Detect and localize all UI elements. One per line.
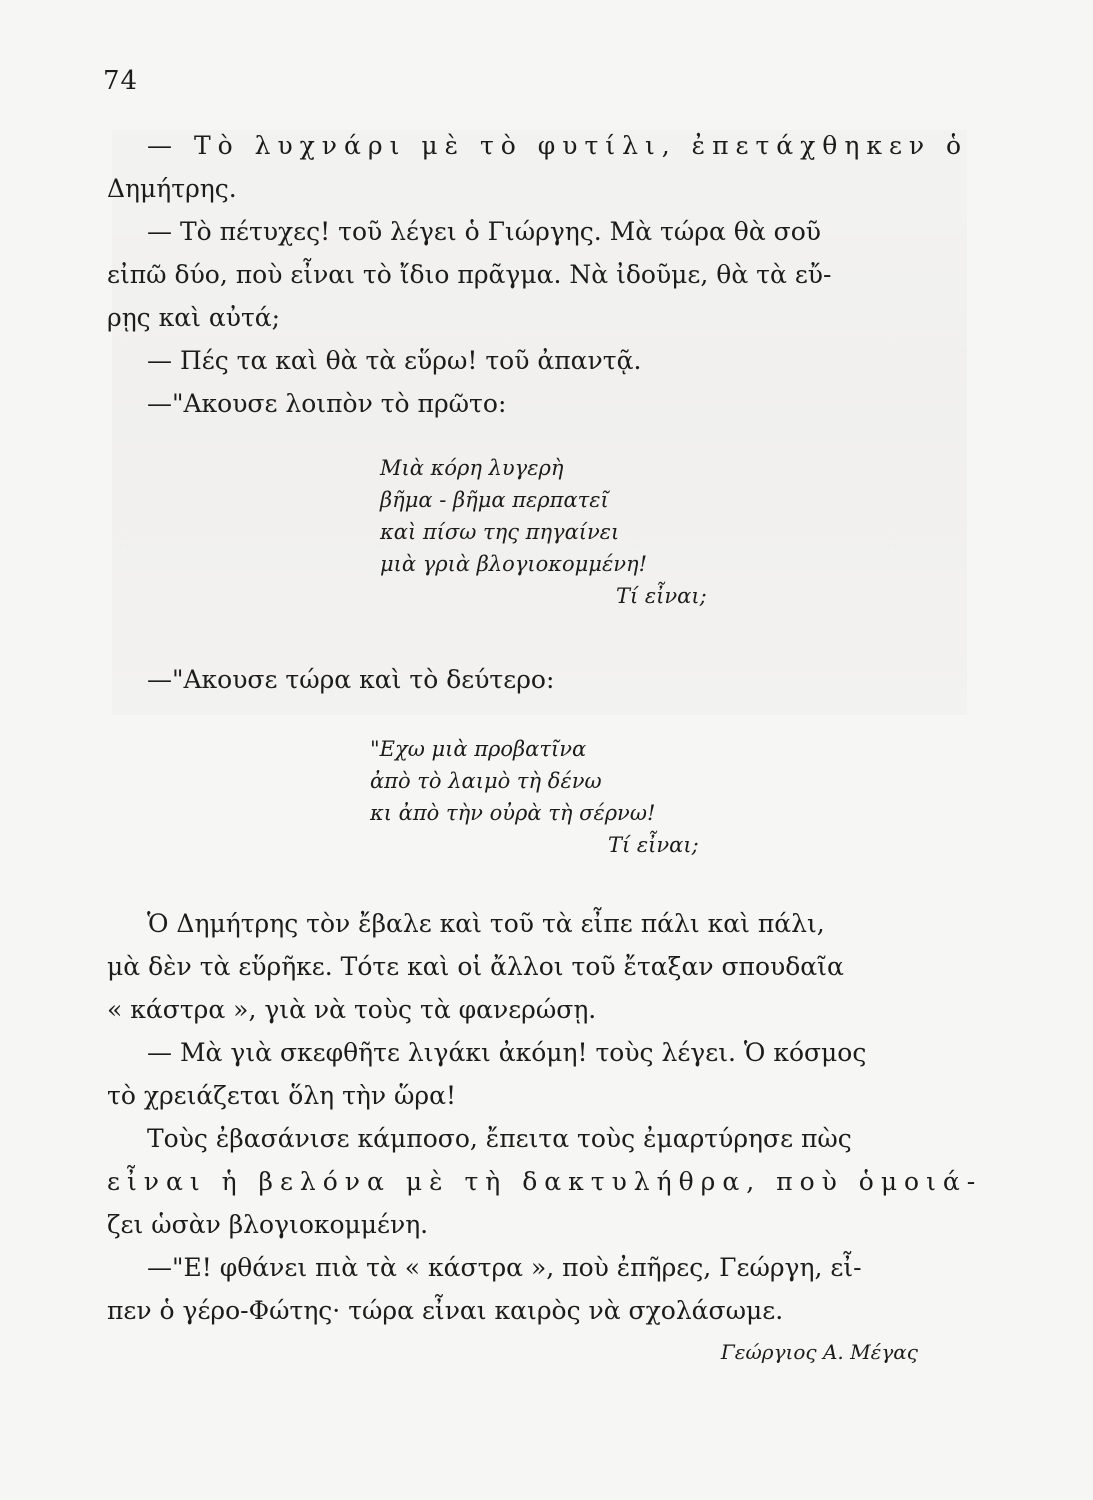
text-line: τὸ χρειάζεται ὅλη τὴν ὥρα! — [107, 1081, 457, 1110]
text-line: πεν ὁ γέρο-Φώτης· τώρα εἶναι καιρὸς νὰ σχολάσωμε. — [107, 1296, 784, 1325]
text-line: Δημήτρης. — [107, 174, 237, 203]
riddle-line: καὶ πίσω της πηγαίνει — [380, 520, 620, 544]
text-line: ζει ὡσὰν βλογιοκομμένη. — [107, 1210, 429, 1239]
riddle-line: "Εχω μιὰ προβατῖνα — [370, 737, 587, 761]
text-line: — Πές τα καὶ θὰ τὰ εὕρω! τοῦ ἀπαντᾷ. — [147, 346, 642, 375]
riddle-line: Μιὰ κόρη λυγερὴ — [380, 456, 564, 480]
text-line: εἰπῶ δύο, ποὺ εἶναι τὸ ἴδιο πρᾶγμα. Νὰ ἰδοῦμε, θὰ τὰ εὔ- — [107, 260, 832, 289]
text-line: ρῃς καὶ αὐτά; — [107, 303, 281, 332]
text-line: μὰ δὲν τὰ εὕρῆκε. Τότε καὶ οἱ ἄλλοι τοῦ ἔταξαν σπουδαῖα — [107, 952, 844, 981]
text-line: — Μὰ γιὰ σκεφθῆτε λιγάκι ἀκόμη! τοὺς λέγει. Ὁ κόσμος — [147, 1038, 867, 1067]
riddle-2 — [370, 733, 699, 861]
riddle-question: Τί εἶναι; — [616, 584, 707, 608]
text-line: Ὁ Δημήτρης τὸν ἔβαλε καὶ τοῦ τὰ εἶπε πάλι καὶ πάλι, — [147, 909, 825, 938]
dialogue-block-1 — [107, 124, 967, 425]
riddle-line: κι ἀπὸ τὴν οὐρὰ τὴ σέρνω! — [370, 801, 656, 825]
text-line: εἶναι ἡ βελόνα μὲ τὴ δακτυλήθρα, ποὺ ὁμοιά- — [107, 1167, 983, 1196]
text-line: —"Ακουσε τώρα καὶ τὸ δεύτερο: — [147, 665, 555, 694]
riddle-line: μιὰ γριὰ βλογιοκομμένη! — [380, 552, 648, 576]
riddle-question: Τί εἶναι; — [608, 833, 699, 857]
riddle-1 — [380, 452, 707, 612]
riddle-line: ἀπὸ τὸ λαιμὸ τὴ δένω — [370, 769, 602, 793]
narrative-block — [107, 902, 983, 1332]
author-signature: Γεώργιος Α. Μέγας — [720, 1340, 918, 1364]
text-line: — Τὸ λυχνάρι μὲ τὸ φυτίλι, ἐπετάχθηκεν ὁ — [147, 131, 969, 160]
text-line: Τοὺς ἐβασάνισε κάμποσο, ἔπειτα τοὺς ἐμαρτύρησε πὼς — [147, 1124, 852, 1153]
riddle-line: βῆμα - βῆμα περπατεῖ — [380, 488, 609, 512]
intro-riddle-2 — [107, 658, 967, 701]
text-line: —"Ακουσε λοιπὸν τὸ πρῶτο: — [147, 389, 507, 418]
text-line: —"Ε! φθάνει πιὰ τὰ « κάστρα », ποὺ ἐπῆρες, Γεώργη, εἶ- — [147, 1253, 862, 1282]
text-line: — Τὸ πέτυχες! τοῦ λέγει ὁ Γιώργης. Μὰ τώρα θὰ σοῦ — [147, 217, 821, 246]
page-number: 74 — [103, 66, 139, 96]
text-line: « κάστρα », γιὰ νὰ τοὺς τὰ φανερώσῃ. — [107, 995, 597, 1024]
